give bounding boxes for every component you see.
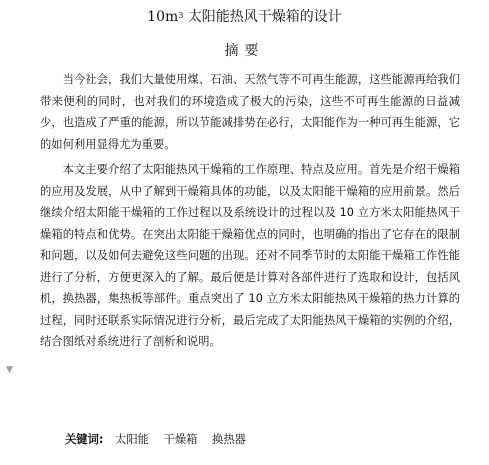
abstract-paragraph-2: 本文主要介绍了太阳能热风干燥箱的工作原理、特点及应用。首先是介绍干燥箱的应用及发展，从中了解到干燥箱具体的功能，以及太阳能干燥箱的应用前景。然后继续介绍太阳能干燥箱的工作过程以及系统设计的过程以及 10 立方米太阳能热风干燥箱的特点和优势。在突出太阳能干燥箱优点的同时，也明确的指出了它存在的限制和问题，以及如何去避免这些问题的出现。还对不同季节时的太阳能干燥箱工作性能进行了分析，方便更深入的了解。最后便是计算对各部件进行了选取和设计，包括风机，换热器，集热板等部件。重点突出了 10 立方米太阳能热风干燥箱的热力计算的过程，同时还联系实际情况进行分析，最后完成了太阳能热风干燥箱的实例的介绍，结合图纸对系统进行了剖析和说明。 xyxy=(40,163,460,348)
chevron-down-icon[interactable]: ▼ xyxy=(6,365,13,375)
keywords-label: 关键词: xyxy=(65,433,104,446)
keyword-item: 换热器 xyxy=(212,433,246,446)
abstract-body xyxy=(40,69,460,353)
abstract-paragraph-1: 当今社会，我们大量使用煤、石油、天然气等不可再生能源，这些能源再给我们带来便利的同时，也对我们的环境造成了极大的污染，这些不可再生能源的日益减少，也造成了严重的能源，所以节能减排势在必行，太阳能作为一种可再生能源，它的如何利用显得尤为重要。 xyxy=(40,73,460,151)
title-superscript: 3 xyxy=(178,11,184,20)
keyword-item: 太阳能 xyxy=(115,433,149,446)
paper-title xyxy=(0,8,489,26)
title-rest: 太阳能热风干燥箱的设计 xyxy=(183,9,342,25)
keywords-line xyxy=(65,432,257,448)
abstract-heading: 摘要 xyxy=(224,43,265,59)
title-prefix: 10m xyxy=(147,9,179,25)
keyword-item: 干燥箱 xyxy=(163,433,198,446)
